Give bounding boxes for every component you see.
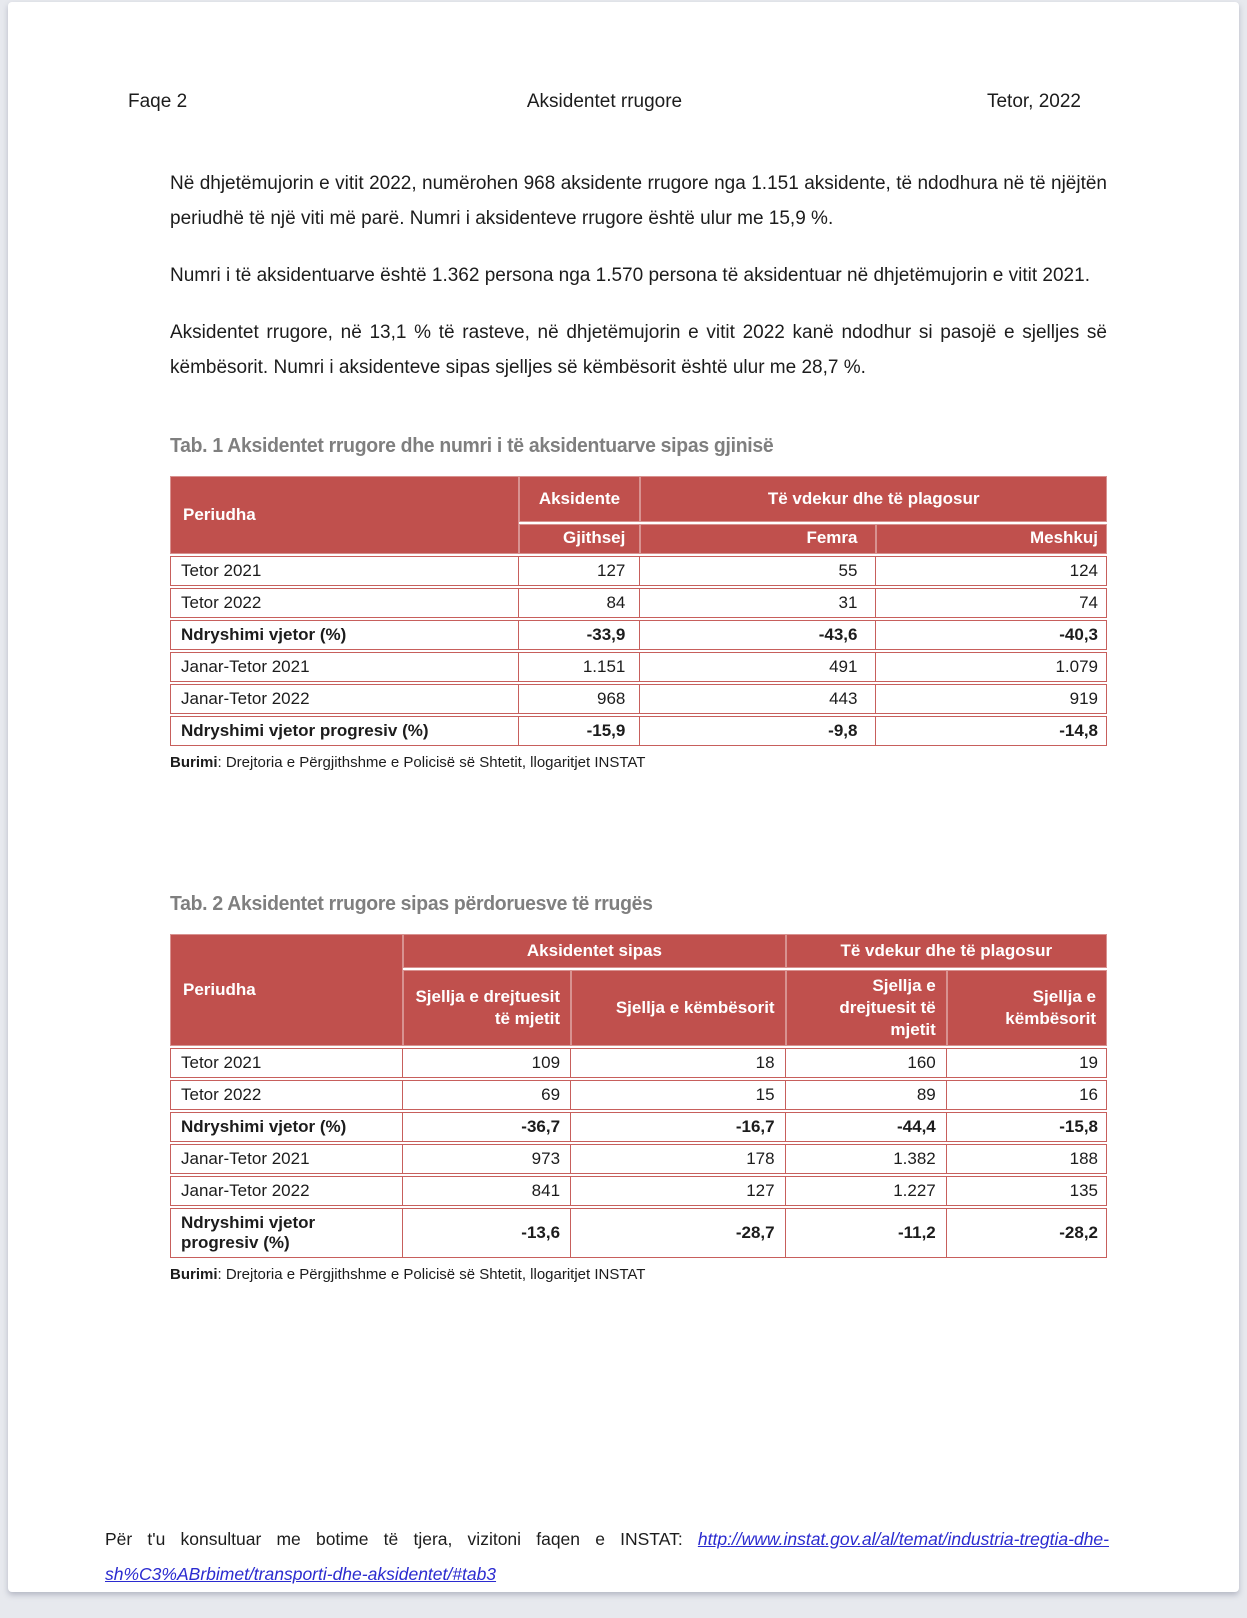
cell-value: 1.382	[786, 1144, 947, 1174]
cell-value: -28,2	[947, 1208, 1107, 1258]
cell-value: 89	[786, 1080, 947, 1110]
source-label: Burimi	[170, 754, 218, 771]
running-header	[128, 90, 1081, 114]
cell-value: 84	[519, 588, 641, 618]
cell-value: -9,8	[640, 716, 876, 746]
table-header-row	[170, 476, 1107, 522]
table-row	[170, 1144, 1107, 1174]
row-label: Tetor 2022	[170, 1080, 403, 1110]
col-header-group-vdekur-plagosur: Të vdekur dhe të plagosur	[786, 934, 1107, 968]
table-row	[170, 588, 1107, 618]
cell-value: -15,9	[519, 716, 641, 746]
cell-value: 109	[403, 1048, 571, 1078]
cell-value: -11,2	[786, 1208, 947, 1258]
col-header-aksidente: Aksidente	[519, 476, 641, 522]
cell-value: 968	[519, 684, 641, 714]
cell-value: 55	[640, 556, 876, 586]
col-header-sjellja-drejtuesit: Sjellja e drejtuesit të mjetit	[786, 970, 947, 1046]
cell-value: 31	[640, 588, 876, 618]
row-label: Ndryshimi vjetor (%)	[170, 1112, 403, 1142]
cell-value: 178	[571, 1144, 786, 1174]
col-header-sjellja-drejtuesit: Sjellja e drejtuesit të mjetit	[403, 970, 571, 1046]
col-header-group-aksidentet-sipas: Aksidentet sipas	[403, 934, 785, 968]
cell-value: 124	[876, 556, 1107, 586]
table-row	[170, 1048, 1107, 1078]
cell-value: 19	[947, 1048, 1107, 1078]
row-label: Janar-Tetor 2021	[170, 652, 519, 682]
document-page	[8, 2, 1239, 1592]
instat-link[interactable]: http://www.instat.gov.al/al/temat/industria-tregtia-dhe-sh%C3%ABrbimet/transporti-dhe-aksidentet/#tab3	[105, 1529, 1109, 1584]
col-header-group-vdekur-plagosur: Të vdekur dhe të plagosur	[640, 476, 1107, 522]
col-header-periudha: Periudha	[170, 934, 403, 1046]
cell-value: -44,4	[786, 1112, 947, 1142]
cell-value: 188	[947, 1144, 1107, 1174]
table-row	[170, 684, 1107, 714]
table2-source	[170, 1264, 1107, 1285]
table-accidents-by-road-users	[170, 932, 1107, 1260]
cell-value: 18	[571, 1048, 786, 1078]
row-label: Janar-Tetor 2021	[170, 1144, 403, 1174]
col-header-sjellja-kembesorit: Sjellja e këmbësorit	[947, 970, 1107, 1046]
cell-value: -15,8	[947, 1112, 1107, 1142]
cell-value: -16,7	[571, 1112, 786, 1142]
table-accidents-by-gender	[170, 474, 1107, 748]
paragraph-injured-summary: Numri i të aksidentuarve është 1.362 persona nga 1.570 persona të aksidentuar në dhjetëmujorin e vitit 2021.	[170, 265, 1090, 286]
cell-value: 127	[571, 1176, 786, 1206]
footer-text: Për t'u konsultuar me botime të tjera, vizitoni faqen e INSTAT:	[105, 1529, 698, 1549]
paragraph-accidents-summary: Në dhjetëmujorin e vitit 2022, numërohen 968 aksidente rrugore nga 1.151 aksidente, të ndodhura në të njëjtën periudhë të një viti më parë. Numri i aksidenteve rrugore është ulur me 15,9 %.	[170, 173, 1107, 229]
row-label: Tetor 2021	[170, 1048, 403, 1078]
row-label: Ndryshimi vjetor progresiv (%)	[170, 716, 519, 746]
table-row	[170, 1080, 1107, 1110]
footer-note	[105, 1522, 1109, 1592]
table-row	[170, 556, 1107, 586]
document-date: Tetor, 2022	[986, 91, 1081, 112]
col-header-periudha: Periudha	[170, 476, 519, 554]
cell-value: 1.151	[519, 652, 641, 682]
cell-value: 841	[403, 1176, 571, 1206]
source-text: : Drejtoria e Përgjithshme e Policisë së Shtetit, llogaritjet INSTAT	[217, 754, 646, 771]
table2-header	[170, 934, 1107, 1046]
row-label: Tetor 2021	[170, 556, 519, 586]
source-label: Burimi	[170, 1266, 218, 1283]
paragraph-pedestrian-summary: Aksidentet rrugore, në 13,1 % të rasteve, në dhjetëmujorin e vitit 2022 kanë ndodhur si pasojë e sjelljes së këmbësorit. Numri i aksidenteve sipas sjelljes së këmbësorit është ulur me 28,7 %.	[170, 322, 1107, 378]
cell-value: -43,6	[640, 620, 876, 650]
row-label: Tetor 2022	[170, 588, 519, 618]
cell-value: -40,3	[876, 620, 1107, 650]
table-row	[170, 620, 1107, 650]
cell-value: 919	[876, 684, 1107, 714]
cell-value: 74	[876, 588, 1107, 618]
table-row	[170, 1176, 1107, 1206]
table-header-row	[170, 934, 1107, 968]
cell-value: 16	[947, 1080, 1107, 1110]
cell-value: -14,8	[876, 716, 1107, 746]
col-header-meshkuj: Meshkuj	[876, 524, 1107, 554]
table-row	[170, 1208, 1107, 1258]
page-content	[170, 166, 1107, 1285]
cell-value: 443	[640, 684, 876, 714]
source-text: : Drejtoria e Përgjithshme e Policisë së Shtetit, llogaritjet INSTAT	[217, 1266, 646, 1283]
cell-value: -13,6	[403, 1208, 571, 1258]
cell-value: 15	[571, 1080, 786, 1110]
col-header-gjithsej: Gjithsej	[519, 524, 641, 554]
row-label: Janar-Tetor 2022	[170, 684, 519, 714]
cell-value: 491	[640, 652, 876, 682]
cell-value: 135	[947, 1176, 1107, 1206]
cell-value: 69	[403, 1080, 571, 1110]
cell-value: 973	[403, 1144, 571, 1174]
cell-value: 127	[519, 556, 641, 586]
table2-title: Tab. 2 Aksidentet rrugore sipas përdoruesve të rrugës	[170, 893, 653, 915]
cell-value: 160	[786, 1048, 947, 1078]
col-header-femra: Femra	[640, 524, 876, 554]
table-row	[170, 1112, 1107, 1142]
col-header-sjellja-kembesorit: Sjellja e këmbësorit	[571, 970, 786, 1046]
document-title: Aksidentet rrugore	[526, 91, 683, 112]
cell-value: 1.079	[876, 652, 1107, 682]
table1-title: Tab. 1 Aksidentet rrugore dhe numri i të aksidentuarve sipas gjinisë	[170, 435, 774, 457]
cell-value: -33,9	[519, 620, 641, 650]
table1-source	[170, 752, 1107, 773]
page-number: Faqe 2	[128, 91, 188, 112]
table1-header	[170, 476, 1107, 554]
table-row	[170, 716, 1107, 746]
cell-value: -36,7	[403, 1112, 571, 1142]
cell-value: 1.227	[786, 1176, 947, 1206]
row-label: Ndryshimi vjetor progresiv (%)	[170, 1208, 403, 1258]
table-row	[170, 652, 1107, 682]
row-label: Ndryshimi vjetor (%)	[170, 620, 519, 650]
cell-value: -28,7	[571, 1208, 786, 1258]
row-label: Janar-Tetor 2022	[170, 1176, 403, 1206]
